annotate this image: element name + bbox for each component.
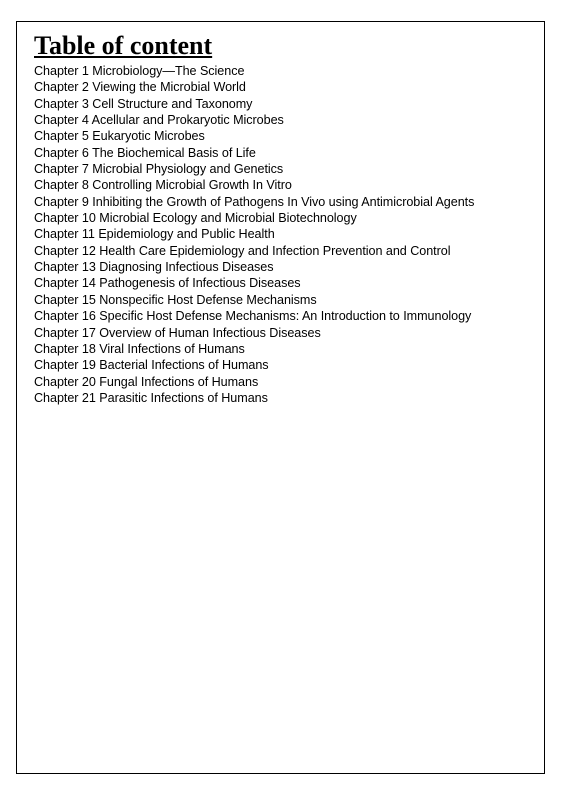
toc-item-chapter-16: Chapter 16 Specific Host Defense Mechanisms: An Introduction to Immunology (34, 309, 472, 324)
toc-item-chapter-17: Chapter 17 Overview of Human Infectious Diseases (34, 325, 321, 340)
toc-item-chapter-9: Chapter 9 Inhibiting the Growth of Pathogens In Vivo using Antimicrobial Agents (34, 194, 475, 209)
toc-item-chapter-2: Chapter 2 Viewing the Microbial World (34, 80, 246, 95)
toc-item-chapter-19: Chapter 19 Bacterial Infections of Humans (34, 358, 269, 373)
toc-item-chapter-13: Chapter 13 Diagnosing Infectious Diseases (34, 260, 274, 275)
toc-item-chapter-10: Chapter 10 Microbial Ecology and Microbial Biotechnology (34, 211, 357, 226)
toc-item-chapter-18: Chapter 18 Viral Infections of Humans (34, 341, 245, 356)
toc-item-chapter-3: Chapter 3 Cell Structure and Taxonomy (34, 96, 253, 111)
page-frame (16, 21, 545, 774)
toc-item-chapter-4: Chapter 4 Acellular and Prokaryotic Microbes (34, 113, 284, 128)
toc-item-chapter-14: Chapter 14 Pathogenesis of Infectious Diseases (34, 276, 301, 291)
toc-item-chapter-21: Chapter 21 Parasitic Infections of Humans (34, 390, 268, 405)
toc-item-chapter-11: Chapter 11 Epidemiology and Public Health (34, 227, 275, 242)
toc-item-chapter-6: Chapter 6 The Biochemical Basis of Life (34, 145, 256, 160)
toc-title: Table of content (34, 31, 213, 60)
toc-item-chapter-15: Chapter 15 Nonspecific Host Defense Mechanisms (34, 292, 317, 307)
toc-list (34, 63, 474, 406)
toc-item-chapter-8: Chapter 8 Controlling Microbial Growth In Vitro (34, 178, 292, 193)
toc-item-chapter-20: Chapter 20 Fungal Infections of Humans (34, 374, 259, 389)
toc-item-chapter-5: Chapter 5 Eukaryotic Microbes (34, 129, 205, 144)
toc-item-chapter-7: Chapter 7 Microbial Physiology and Genetics (34, 162, 284, 177)
toc-item-chapter-12: Chapter 12 Health Care Epidemiology and Infection Prevention and Control (34, 243, 451, 258)
toc-item-chapter-1: Chapter 1 Microbiology—The Science (34, 64, 245, 78)
